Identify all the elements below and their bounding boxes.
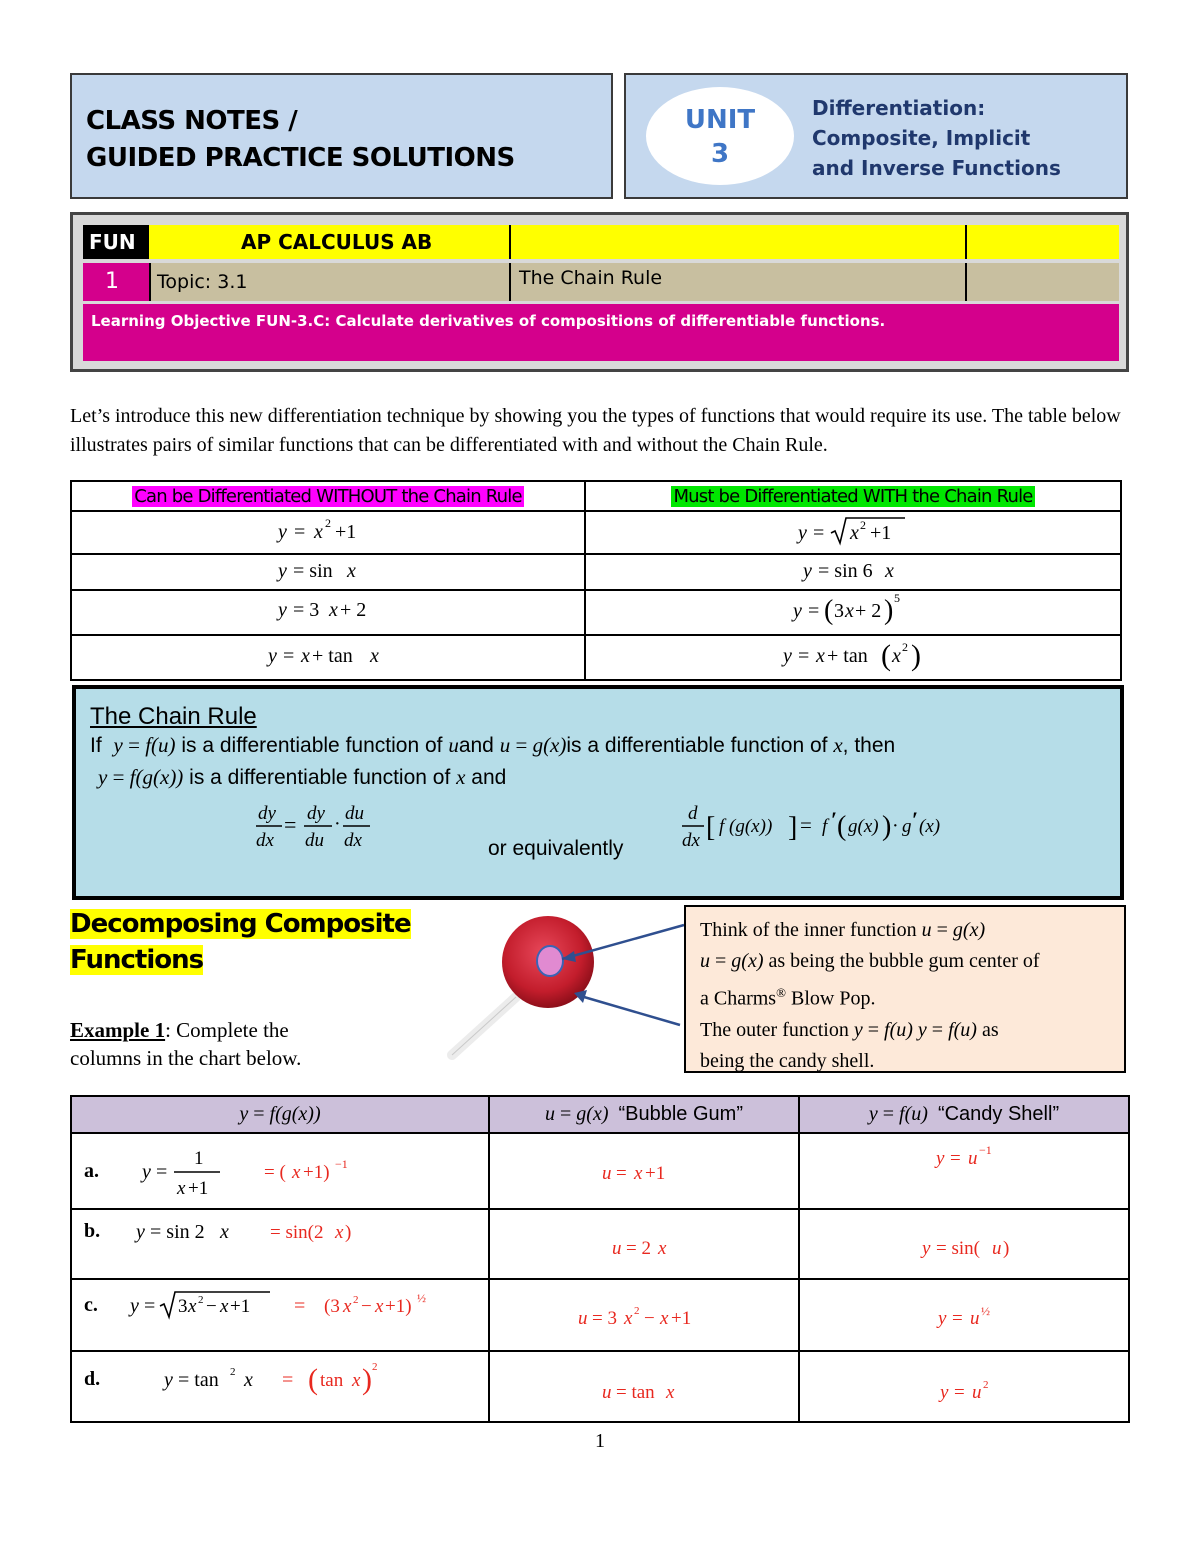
math: y = f(u) <box>853 1018 913 1041</box>
svg-text:): ) <box>1003 1238 1010 1259</box>
table-cell <box>71 1279 489 1351</box>
learning-objective-row <box>83 304 1119 361</box>
svg-text:(3: (3 <box>324 1296 340 1317</box>
svg-text:x: x <box>370 645 379 667</box>
svg-text:x: x <box>220 1221 229 1243</box>
svg-text:5: 5 <box>894 591 900 605</box>
text: is a differentiable function of <box>181 734 443 757</box>
text: is a differentiable function of <box>566 734 828 757</box>
svg-text:y: y <box>130 1295 139 1317</box>
svg-text:y: y <box>268 645 277 667</box>
svg-text:1: 1 <box>194 1148 204 1169</box>
svg-text:): ) <box>911 639 921 672</box>
bubble-gum-label: “Bubble Gum” <box>618 1103 743 1125</box>
svg-text:x: x <box>347 559 356 582</box>
chain-rule-box <box>72 685 1124 900</box>
svg-text:= 3: = 3 <box>592 1308 617 1329</box>
header-cell <box>799 1096 1129 1133</box>
table-row <box>71 1209 1129 1279</box>
unit-number: 3 <box>710 139 730 169</box>
svg-text:2: 2 <box>325 516 331 530</box>
svg-text:f (g(x)): f (g(x)) <box>719 816 773 837</box>
math: y = f(u) <box>113 733 176 757</box>
table-cell <box>799 1279 1129 1351</box>
with-header-cell <box>585 481 1121 511</box>
svg-text:=: = <box>144 1295 156 1317</box>
math: y = f(g(x)) <box>98 765 184 789</box>
chain-rule-title: The Chain Rule <box>90 703 257 730</box>
math: x <box>833 733 843 757</box>
svg-text:=: = <box>950 1148 961 1169</box>
svg-text:=: = <box>294 521 306 543</box>
formula <box>273 595 383 625</box>
or-equivalently: or equivalently <box>488 837 624 860</box>
document-title <box>86 103 515 177</box>
svg-text:+1: +1 <box>870 522 892 544</box>
svg-text:½: ½ <box>981 1304 990 1318</box>
text: a Charms <box>700 987 777 1010</box>
topic-row-course <box>83 225 1119 259</box>
unit-title <box>812 93 1061 183</box>
think-line-3 <box>700 977 1110 1015</box>
topic-name-cell: The Chain Rule <box>519 267 663 289</box>
svg-text:−1: −1 <box>979 1143 992 1157</box>
svg-text:+1: +1 <box>645 1163 666 1184</box>
svg-text:+1: +1 <box>230 1296 251 1317</box>
svg-text:= tan: = tan <box>616 1382 655 1403</box>
svg-text:= sin 6: = sin 6 <box>818 559 873 582</box>
math: x <box>456 765 466 789</box>
formula <box>134 1216 434 1246</box>
math: y = f(u) <box>917 1018 977 1041</box>
text: Think of the inner function <box>700 919 917 941</box>
header-cell <box>489 1096 799 1133</box>
svg-text:y: y <box>936 1148 945 1169</box>
svg-text:(: ( <box>881 639 891 672</box>
svg-text:du: du <box>345 803 364 824</box>
svg-text:u: u <box>578 1308 588 1329</box>
svg-text:−: − <box>206 1296 217 1317</box>
formula <box>263 641 393 669</box>
math: u = g(x) <box>700 950 764 972</box>
formula <box>798 556 908 584</box>
svg-text:+1: +1 <box>671 1308 692 1329</box>
svg-text:y: y <box>278 599 287 621</box>
row-letter: d. <box>84 1368 101 1390</box>
row-letter: b. <box>84 1220 101 1242</box>
svg-text:x: x <box>343 1296 352 1317</box>
text: , then <box>842 734 896 757</box>
svg-text:′: ′ <box>912 807 919 832</box>
unit-badge <box>646 87 794 185</box>
decomposing-title-line-2: Functions <box>70 945 204 975</box>
svg-text:x: x <box>634 1163 643 1184</box>
svg-text:u: u <box>602 1163 612 1184</box>
svg-text:u: u <box>602 1382 612 1403</box>
svg-text:x: x <box>301 645 310 667</box>
formula <box>273 515 383 545</box>
svg-text:= sin(2: = sin(2 <box>270 1222 324 1243</box>
think-line-1 <box>700 915 1110 946</box>
unit-title-line-3: and Inverse Functions <box>812 156 1061 180</box>
svg-text:x: x <box>885 559 894 582</box>
svg-text:=: = <box>954 1382 965 1403</box>
svg-text:=: = <box>800 813 812 837</box>
table-cell <box>489 1279 799 1351</box>
svg-text:y: y <box>940 1382 949 1403</box>
table-row <box>71 1351 1129 1422</box>
svg-text:y: y <box>783 645 792 667</box>
without-header-cell <box>71 481 585 511</box>
svg-text:): ) <box>882 811 892 842</box>
svg-text:y: y <box>798 522 807 544</box>
svg-text:2: 2 <box>860 518 866 532</box>
svg-text:x: x <box>816 645 825 667</box>
with-header: Must be Differentiated WITH the Chain Rule <box>673 485 1033 507</box>
svg-text:2: 2 <box>353 1294 359 1306</box>
svg-text:+ tan: + tan <box>827 645 868 667</box>
svg-text:y: y <box>922 1238 931 1259</box>
svg-text:+1: +1 <box>188 1178 209 1199</box>
example-text: : Complete the <box>165 1018 289 1042</box>
svg-text:½: ½ <box>417 1291 426 1305</box>
title-line-1: CLASS NOTES / <box>86 106 298 136</box>
unit-title-line-1: Differentiation: <box>812 96 986 120</box>
topic-number-cell: 1 <box>83 263 149 301</box>
course-cell: AP CALCULUS AB <box>241 230 433 254</box>
svg-text:+ 2: + 2 <box>340 599 367 621</box>
svg-text:=: = <box>798 645 810 667</box>
divider <box>149 263 151 301</box>
formula <box>128 1284 478 1324</box>
text: If <box>90 734 102 757</box>
svg-text:=: = <box>813 522 825 544</box>
svg-text:′: ′ <box>831 807 838 832</box>
candy-shell-label: “Candy Shell” <box>937 1103 1060 1125</box>
formula <box>600 1158 700 1188</box>
svg-text:): ) <box>345 1222 352 1243</box>
svg-text:·: · <box>892 815 899 837</box>
chain-rule-formula-leibniz <box>246 797 386 857</box>
svg-text:−1: −1 <box>335 1157 348 1171</box>
svg-text:y: y <box>793 600 802 622</box>
think-line-5: being the candy shell. <box>700 1049 875 1072</box>
think-line-2 <box>700 946 1110 977</box>
svg-text:= (: = ( <box>264 1162 286 1183</box>
row-letter: c. <box>84 1294 98 1316</box>
svg-text:): ) <box>884 595 894 626</box>
svg-text:x: x <box>352 1370 361 1391</box>
svg-text:y: y <box>278 559 287 582</box>
text: as being the bubble gum center of <box>768 950 1040 972</box>
svg-text:+ 2: + 2 <box>855 600 882 622</box>
learning-objective: Learning Objective FUN-3.C: Calculate derivatives of compositions of differentiable functions. <box>91 312 886 330</box>
svg-text:(: ( <box>824 595 834 626</box>
page-number: 1 <box>595 1430 605 1452</box>
table-cell <box>71 590 585 635</box>
example-1-instructions <box>70 1016 301 1072</box>
svg-text:x: x <box>658 1238 667 1259</box>
svg-text:u: u <box>992 1238 1002 1259</box>
svg-text:x: x <box>335 1222 344 1243</box>
table-cell <box>71 635 585 680</box>
svg-text:2: 2 <box>230 1366 236 1378</box>
svg-text:2: 2 <box>634 1305 640 1317</box>
svg-text:x: x <box>177 1178 186 1199</box>
svg-text:y: y <box>164 1369 173 1391</box>
table-cell <box>799 1133 1129 1209</box>
svg-text:+ tan: + tan <box>312 645 353 667</box>
table-cell <box>71 511 585 554</box>
title-line-2: GUIDED PRACTICE SOLUTIONS <box>86 143 515 173</box>
formula <box>778 636 928 674</box>
svg-text:·: · <box>334 813 341 835</box>
without-header: Can be Differentiated WITHOUT the Chain Rule <box>134 485 522 507</box>
topic-row-topic <box>83 263 1119 301</box>
example-text-2: columns in the chart below. <box>70 1046 302 1070</box>
topic-table <box>70 212 1129 372</box>
table-cell <box>799 1351 1129 1422</box>
svg-text:y: y <box>278 521 287 543</box>
table-cell <box>489 1133 799 1209</box>
formula <box>936 1302 1016 1332</box>
table-row <box>71 1133 1129 1209</box>
svg-text:dy: dy <box>258 803 276 824</box>
svg-text:(x): (x) <box>919 816 941 837</box>
table-cell <box>585 511 1121 554</box>
svg-text:]: ] <box>788 812 798 843</box>
svg-text:y: y <box>136 1221 145 1243</box>
svg-text:= tan: = tan <box>178 1369 219 1391</box>
comparison-table <box>70 480 1122 681</box>
svg-text:=: = <box>156 1161 168 1183</box>
math: u = g(x) <box>921 919 986 941</box>
formula <box>934 1142 1014 1172</box>
svg-text:2: 2 <box>902 640 908 654</box>
svg-text:x: x <box>375 1296 384 1317</box>
svg-text:x: x <box>314 521 323 543</box>
svg-text:x: x <box>660 1308 669 1329</box>
svg-text:u: u <box>970 1308 980 1329</box>
unit-label: UNIT <box>684 105 756 135</box>
svg-text:x: x <box>624 1308 633 1329</box>
table-cell <box>585 590 1121 635</box>
svg-text:=: = <box>284 812 297 837</box>
math: u = g(x) <box>545 1103 609 1125</box>
divider <box>965 263 967 301</box>
topic-cell: Topic: 3.1 <box>157 271 248 293</box>
svg-text:+1: +1 <box>335 521 357 543</box>
svg-text:u: u <box>972 1382 982 1403</box>
divider <box>965 225 967 259</box>
svg-text:tan: tan <box>320 1370 344 1391</box>
svg-text:2: 2 <box>198 1294 204 1306</box>
header-title-box <box>70 73 613 199</box>
svg-text:u: u <box>968 1148 978 1169</box>
svg-text:+1): +1) <box>385 1296 412 1317</box>
unit-title-line-2: Composite, Implicit <box>812 126 1031 150</box>
chain-rule-line-2 <box>98 765 506 790</box>
svg-text:g: g <box>902 816 912 837</box>
svg-text:[: [ <box>706 812 716 843</box>
svg-text:x: x <box>845 600 854 622</box>
svg-text:y: y <box>938 1308 947 1329</box>
svg-text:f: f <box>822 816 828 837</box>
think-line-4 <box>700 1015 1110 1046</box>
formula <box>610 1232 690 1262</box>
svg-text:x: x <box>188 1296 197 1317</box>
formula <box>788 591 918 629</box>
table-cell <box>71 1351 489 1422</box>
math: y = f(g(x)) <box>239 1103 321 1125</box>
svg-text:(: ( <box>308 1363 318 1396</box>
text: and <box>458 734 494 757</box>
text: and <box>471 766 507 789</box>
formula <box>162 1356 412 1400</box>
text: ® <box>776 985 786 1000</box>
svg-text:−: − <box>361 1296 372 1317</box>
text: Blow Pop. <box>785 987 876 1010</box>
row-letter: a. <box>84 1160 99 1182</box>
svg-text:−: − <box>644 1308 655 1329</box>
svg-text:u: u <box>612 1238 622 1259</box>
decomposing-title-line-1: Decomposing Composite <box>70 909 411 939</box>
formula <box>920 1232 1030 1262</box>
svg-text:x: x <box>244 1369 253 1391</box>
svg-text:x: x <box>220 1296 229 1317</box>
think-box <box>684 905 1126 1073</box>
svg-text:= sin: = sin <box>293 559 333 582</box>
svg-text:=: = <box>283 645 295 667</box>
svg-text:=: = <box>282 1369 294 1391</box>
svg-text:y: y <box>803 559 812 582</box>
svg-text:d: d <box>688 803 698 824</box>
table-cell <box>71 1209 489 1279</box>
svg-text:(: ( <box>837 811 847 842</box>
table-cell <box>585 635 1121 680</box>
svg-text:dx: dx <box>682 830 700 851</box>
svg-text:dy: dy <box>307 803 325 824</box>
formula <box>938 1376 1018 1406</box>
svg-text:dx: dx <box>344 830 362 851</box>
svg-text:2: 2 <box>983 1379 989 1391</box>
text: The outer function <box>700 1018 849 1041</box>
table-cell <box>799 1209 1129 1279</box>
blow-pop-lollipop-image <box>440 905 690 1060</box>
svg-text:+1): +1) <box>303 1162 330 1183</box>
svg-text:=: = <box>952 1308 963 1329</box>
svg-text:= 3: = 3 <box>293 599 320 621</box>
svg-text:=: = <box>294 1295 306 1317</box>
svg-text:du: du <box>305 830 324 851</box>
svg-text:dx: dx <box>256 830 274 851</box>
svg-text:y: y <box>142 1161 151 1183</box>
svg-text:=: = <box>616 1163 627 1184</box>
svg-text:2: 2 <box>372 1361 378 1373</box>
formula <box>600 1376 700 1406</box>
svg-text:g(x): g(x) <box>848 816 879 837</box>
unit-box <box>624 73 1128 199</box>
math: y = f(u) <box>868 1103 928 1125</box>
divider <box>509 263 511 301</box>
chain-rule-line-1 <box>90 733 895 758</box>
math: u = g(x) <box>499 733 567 757</box>
svg-text:x: x <box>666 1382 675 1403</box>
text: as <box>981 1018 999 1041</box>
svg-text:= sin(: = sin( <box>936 1238 980 1259</box>
table-cell <box>71 1133 489 1209</box>
table-cell <box>489 1351 799 1422</box>
decomposing-heading <box>70 906 411 978</box>
formula <box>576 1302 726 1332</box>
svg-text:=: = <box>808 600 820 622</box>
table-cell <box>71 554 585 590</box>
table-cell <box>489 1209 799 1279</box>
formula <box>273 556 383 584</box>
svg-text:= 2: = 2 <box>626 1238 651 1259</box>
table-cell <box>585 554 1121 590</box>
svg-text:): ) <box>362 1363 372 1396</box>
text: is a differentiable function of <box>189 766 451 789</box>
example-label: Example 1 <box>70 1018 166 1042</box>
header-cell <box>71 1096 489 1133</box>
chain-rule-formula-prime <box>674 797 994 857</box>
formula <box>140 1142 370 1204</box>
table-row <box>71 1279 1129 1351</box>
svg-text:x: x <box>850 522 859 544</box>
fun-cell: FUN <box>83 225 149 259</box>
example-table <box>70 1095 1130 1423</box>
divider <box>509 225 511 259</box>
svg-text:x: x <box>329 599 338 621</box>
svg-text:x: x <box>892 645 901 667</box>
svg-text:3: 3 <box>834 600 844 622</box>
svg-text:= sin 2: = sin 2 <box>150 1221 205 1243</box>
formula <box>793 513 913 547</box>
svg-text:3: 3 <box>178 1296 188 1317</box>
svg-text:x: x <box>292 1162 301 1183</box>
math: u <box>448 733 459 757</box>
intro-paragraph: Let’s introduce this new differentiation technique by showing you the types of functions that would require its use. The table below illustrates pairs of similar functions that can be differentiated with and without the Chain Rule. <box>70 405 1121 456</box>
